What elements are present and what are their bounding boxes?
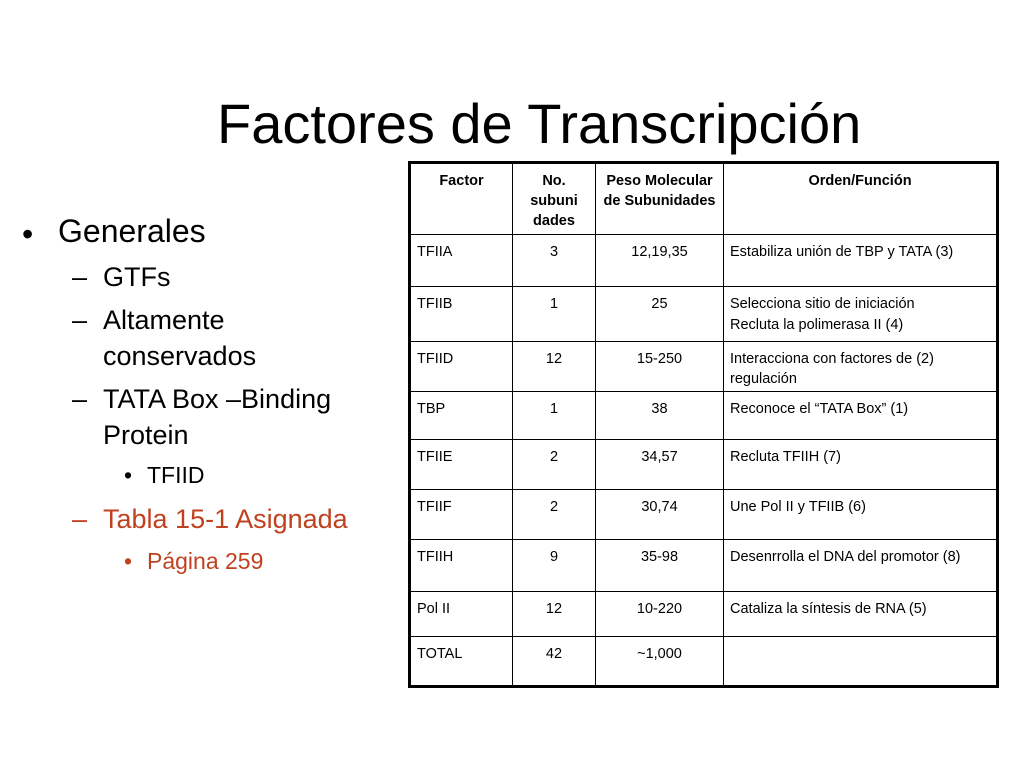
cell-weight: 34,57 bbox=[596, 440, 724, 490]
cell-function bbox=[724, 637, 998, 687]
cell-subunits: 42 bbox=[513, 637, 596, 687]
bullet-marker: • bbox=[22, 216, 34, 252]
dash-marker: – bbox=[72, 305, 88, 335]
bullet-text-continued: Protein bbox=[103, 420, 189, 450]
cell-function: Estabiliza unión de TBP y TATA (3) bbox=[724, 235, 998, 287]
cell-factor: TOTAL bbox=[410, 637, 513, 687]
bullet-text: Altamente bbox=[103, 305, 225, 335]
cell-function: Une Pol II y TFIIB (6) bbox=[724, 490, 998, 540]
cell-function: Reconoce el “TATA Box” (1) bbox=[724, 392, 998, 440]
cell-weight: 15-250 bbox=[596, 342, 724, 392]
bullet-marker: • bbox=[124, 548, 133, 574]
column-header-subunits: No. subuni dades bbox=[513, 163, 596, 235]
cell-subunits: 2 bbox=[513, 490, 596, 540]
table-header-row bbox=[410, 163, 998, 235]
cell-weight: 12,19,35 bbox=[596, 235, 724, 287]
cell-weight: 25 bbox=[596, 287, 724, 342]
cell-function: Interacciona con factores de (2) regulación bbox=[724, 342, 998, 392]
cell-function: Cataliza la síntesis de RNA (5) bbox=[724, 592, 998, 637]
cell-factor: TBP bbox=[410, 392, 513, 440]
cell-subunits: 2 bbox=[513, 440, 596, 490]
bullet-text-continued: conservados bbox=[103, 341, 257, 371]
bullet-text-highlight: Página 259 bbox=[147, 548, 264, 574]
cell-function bbox=[724, 287, 998, 342]
cell-subunits: 3 bbox=[513, 235, 596, 287]
bullet-text: GTFs bbox=[103, 262, 171, 292]
cell-factor: Pol II bbox=[410, 592, 513, 637]
slide-title: Factores de Transcripción bbox=[217, 92, 862, 155]
cell-subunits: 1 bbox=[513, 392, 596, 440]
table-row bbox=[410, 540, 998, 592]
cell-factor: TFIIB bbox=[410, 287, 513, 342]
function-line: Recluta la polimerasa II (4) bbox=[730, 317, 904, 333]
cell-function: Recluta TFIIH (7) bbox=[724, 440, 998, 490]
cell-weight: 35-98 bbox=[596, 540, 724, 592]
cell-function: Desenrrolla el DNA del promotor (8) bbox=[724, 540, 998, 592]
table-row bbox=[410, 490, 998, 540]
cell-factor: TFIIF bbox=[410, 490, 513, 540]
bullet-marker: • bbox=[124, 462, 133, 488]
cell-subunits: 12 bbox=[513, 592, 596, 637]
bullet-item bbox=[22, 216, 33, 253]
table-row bbox=[410, 592, 998, 637]
table-row bbox=[410, 235, 998, 287]
column-header-factor: Factor bbox=[410, 163, 513, 235]
table-row bbox=[410, 440, 998, 490]
table-row bbox=[410, 342, 998, 392]
bullet-text: TATA Box –Binding bbox=[103, 384, 332, 414]
cell-factor: TFIIE bbox=[410, 440, 513, 490]
cell-subunits: 1 bbox=[513, 287, 596, 342]
cell-factor: TFIID bbox=[410, 342, 513, 392]
column-header-function: Orden/Función bbox=[724, 163, 998, 235]
table-row-total bbox=[410, 637, 998, 687]
cell-subunits: 9 bbox=[513, 540, 596, 592]
cell-weight: ~1,000 bbox=[596, 637, 724, 687]
cell-subunits: 12 bbox=[513, 342, 596, 392]
table-row bbox=[410, 287, 998, 342]
bullet-text: TFIID bbox=[147, 462, 205, 488]
cell-factor: TFIIA bbox=[410, 235, 513, 287]
cell-weight: 30,74 bbox=[596, 490, 724, 540]
column-header-weight: Peso Molecular de Subunidades bbox=[596, 163, 724, 235]
dash-marker: – bbox=[72, 504, 88, 534]
dash-marker: – bbox=[72, 384, 88, 414]
cell-weight: 38 bbox=[596, 392, 724, 440]
table-row bbox=[410, 392, 998, 440]
bullet-text: Generales bbox=[58, 213, 206, 249]
dash-marker: – bbox=[72, 262, 88, 292]
bullet-text-highlight: Tabla 15-1 Asignada bbox=[103, 504, 348, 534]
cell-factor: TFIIH bbox=[410, 540, 513, 592]
function-line: Selecciona sitio de iniciación bbox=[730, 296, 915, 312]
transcription-factors-table bbox=[408, 161, 999, 688]
cell-weight: 10-220 bbox=[596, 592, 724, 637]
